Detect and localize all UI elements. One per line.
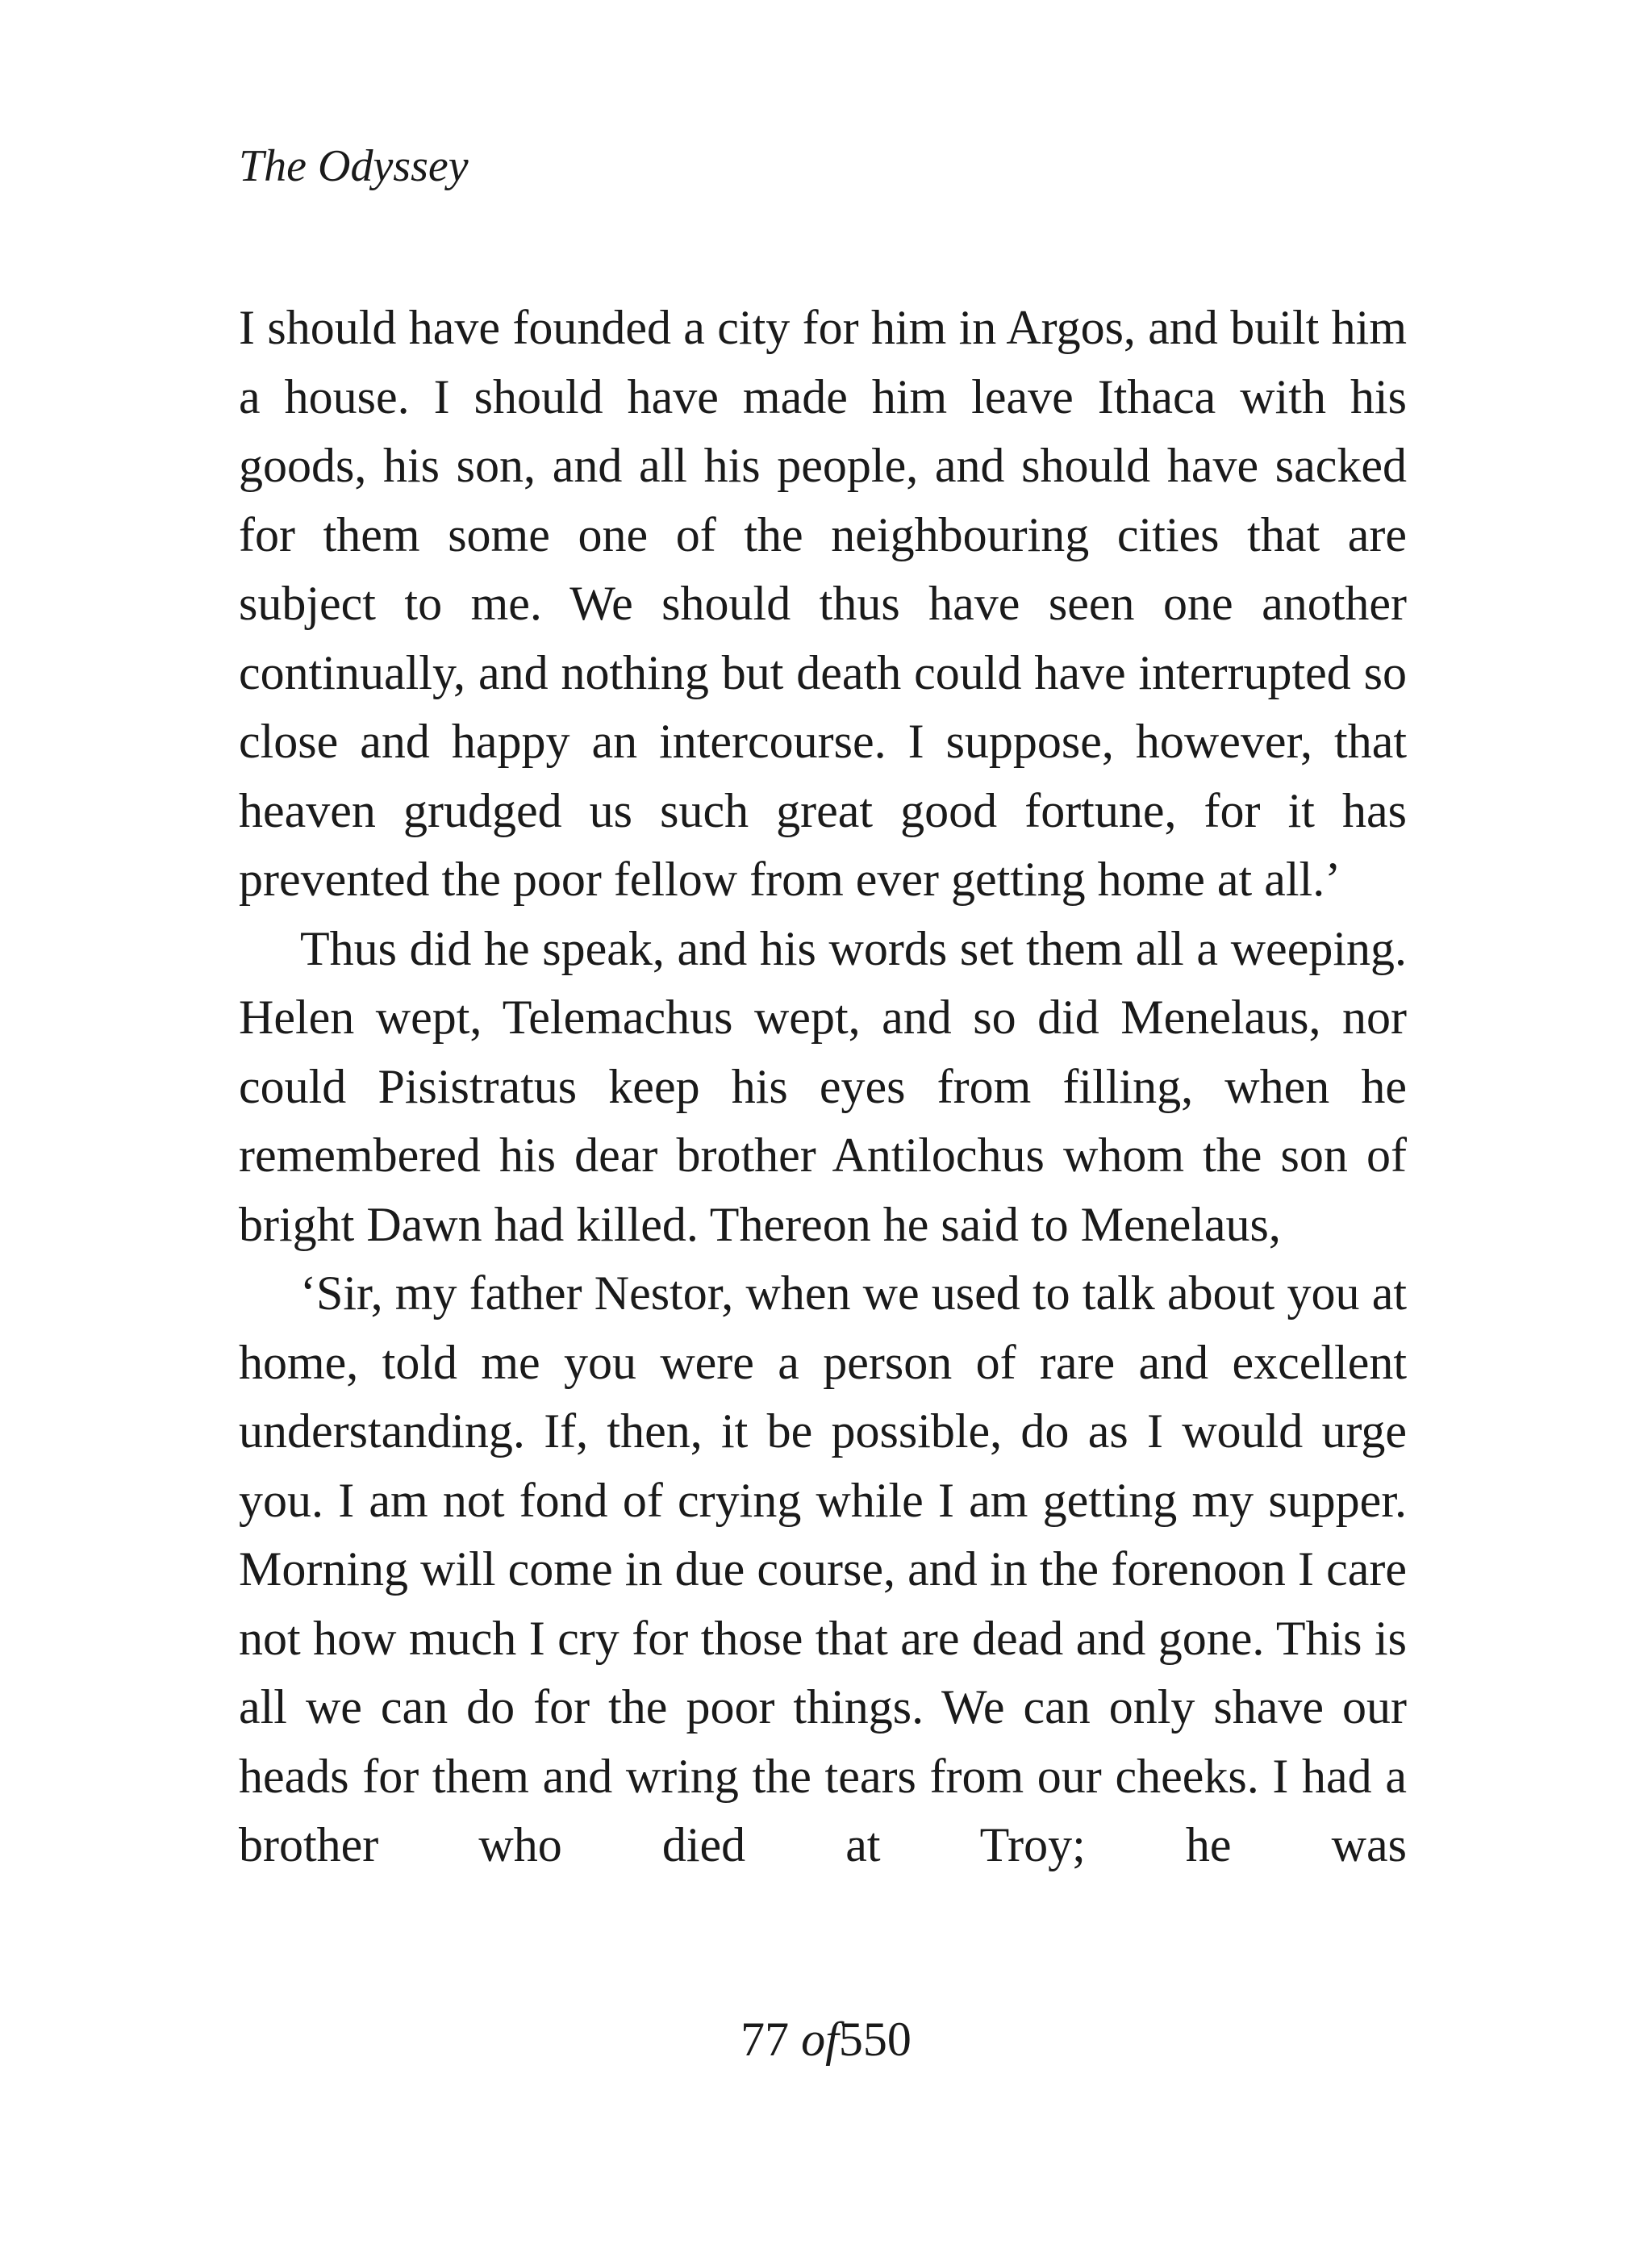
page-of: of — [801, 2013, 839, 2066]
page-total: 550 — [838, 2013, 912, 2066]
paragraph-2: Thus did he speak, and his words set them all a weeping. Helen wept, Telemachus wept, and so did Menelaus, nor could Pisistratus keep his eyes from filling, when he remembered his dear brother Antilochus whom the son of bright Dawn had killed. Thereon he said to Menelaus, — [239, 921, 1407, 1251]
running-head-title: The Odyssey — [239, 141, 469, 191]
page-current: 77 — [740, 2013, 790, 2066]
paragraph-3: ‘Sir, my father Nestor, when we used to talk about you at home, told me you were a person of rare and excellent understanding. If, then, it be possible, do as I would urge you. I am not fond of crying while I am getting my supper. Morning will come in due course, and in the forenoon I care not how much I cry for those that are dead and gone. This is all we can do for the poor things. We can only shave our heads for them and wring the tears from our cheeks. I had a brother who died at Troy; he was — [239, 1266, 1407, 1871]
page-body — [239, 294, 1407, 1880]
paragraph-1: I should have founded a city for him in Argos, and built him a house. I should have made him leave Ithaca with his goods, his son, and all his people, and should have sacked for them some one of the neighbouring cities that are subject to me. We should thus have seen one another continually, and nothing but death could have interrupted so close and happy an intercourse. I suppose, however, that heaven grudged us such great good fortune, for it has prevented the poor fellow from ever getting home at all.’ — [239, 301, 1407, 906]
page-number — [0, 2013, 1652, 2066]
